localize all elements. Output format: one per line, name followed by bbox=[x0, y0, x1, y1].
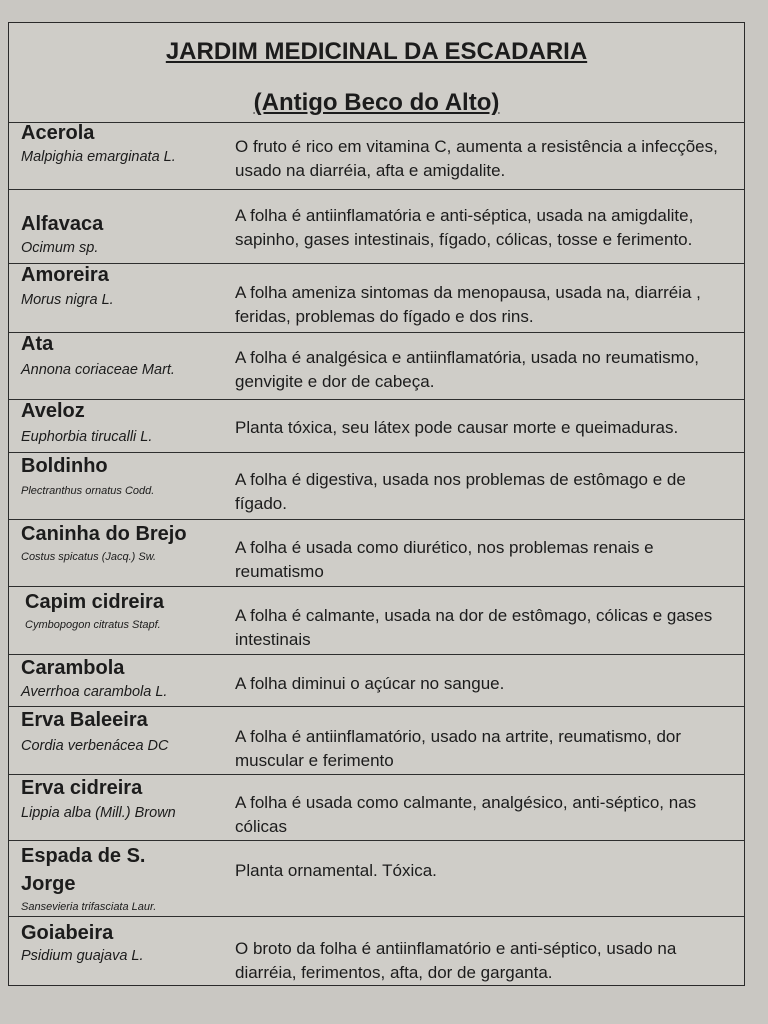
table-row bbox=[9, 332, 744, 399]
plant-name: Espada de S. Jorge bbox=[21, 845, 146, 895]
plant-scientific-name: Cymbopogon citratus Stapf. bbox=[25, 619, 161, 631]
plant-name: Ata bbox=[21, 333, 54, 355]
plant-name: Goiabeira bbox=[21, 922, 114, 944]
plant-description: A folha é analgésica e antiinflamatória, usada no reumatismo, genvigite e dor de cabeça. bbox=[235, 348, 699, 391]
plant-name: Caninha do Brejo bbox=[21, 523, 187, 545]
plant-description: Planta ornamental. Tóxica. bbox=[235, 861, 437, 880]
plant-description: A folha é antiinflamatória e anti-séptica, usada na amigdalite, sapinho, gases intestinais, fígado, cólicas, tosse e ferimento. bbox=[235, 206, 694, 249]
plant-description: O fruto é rico em vitamina C, aumenta a resistência a infecções, usado na diarréia, afta e amigdalite. bbox=[235, 137, 718, 180]
plant-description: A folha ameniza sintomas da menopausa, usada na, diarréia , feridas, problemas do fígado e dos rins. bbox=[235, 283, 701, 326]
table-row bbox=[9, 399, 744, 452]
plant-name: Capim cidreira bbox=[25, 591, 164, 613]
plant-description: A folha é usada como diurético, nos problemas renais e reumatismo bbox=[235, 538, 654, 581]
plant-scientific-name: Costus spicatus (Jacq.) Sw. bbox=[21, 551, 157, 563]
plant-description: A folha é usada como calmante, analgésico, anti-séptico, nas cólicas bbox=[235, 793, 697, 836]
plant-scientific-name: Malpighia emarginata L. bbox=[21, 149, 176, 165]
page-title: JARDIM MEDICINAL DA ESCADARIA bbox=[165, 38, 588, 65]
plant-scientific-name: Averrhoa carambola L. bbox=[21, 684, 168, 700]
table-row bbox=[9, 654, 744, 706]
plant-scientific-name: Morus nigra L. bbox=[21, 292, 114, 308]
table-row bbox=[9, 263, 744, 332]
plant-name: Erva cidreira bbox=[21, 777, 143, 799]
plant-scientific-name: Ocimum sp. bbox=[21, 240, 99, 256]
plant-name: Erva Baleeira bbox=[21, 709, 148, 731]
plant-scientific-name: Cordia verbenácea DC bbox=[21, 738, 169, 754]
table-row bbox=[9, 122, 744, 189]
page-subtitle: (Antigo Beco do Alto) bbox=[253, 89, 500, 116]
table-row bbox=[9, 706, 744, 774]
plant-description: A folha diminui o açúcar no sangue. bbox=[235, 674, 505, 693]
plant-name: Aveloz bbox=[21, 400, 85, 422]
plant-scientific-name: Sansevieria trifasciata Laur. bbox=[21, 901, 157, 913]
table-row bbox=[9, 774, 744, 840]
plant-description: O broto da folha é antiinflamatório e anti-séptico, usado na diarréia, ferimentos, afta, dor de garganta. bbox=[235, 939, 677, 982]
table-row bbox=[9, 840, 744, 916]
plant-name: Carambola bbox=[21, 657, 125, 679]
plant-description: A folha é digestiva, usada nos problemas de estômago e de fígado. bbox=[235, 470, 686, 513]
plant-scientific-name: Plectranthus ornatus Codd. bbox=[21, 485, 155, 497]
table-row bbox=[9, 916, 744, 985]
plant-name: Alfavaca bbox=[21, 213, 104, 235]
plant-table-sheet bbox=[8, 22, 745, 986]
plant-name: Acerola bbox=[21, 122, 95, 144]
table-row bbox=[9, 519, 744, 586]
plant-name: Boldinho bbox=[21, 455, 108, 477]
plant-description: A folha é calmante, usada na dor de estômago, cólicas e gases intestinais bbox=[235, 606, 713, 649]
table-row bbox=[9, 586, 744, 654]
plant-scientific-name: Euphorbia tirucalli L. bbox=[21, 429, 153, 445]
table-row bbox=[9, 452, 744, 519]
plant-scientific-name: Lippia alba (Mill.) Brown bbox=[21, 805, 176, 821]
plant-scientific-name: Annona coriaceae Mart. bbox=[21, 362, 175, 378]
table-row bbox=[9, 189, 744, 263]
plant-description: Planta tóxica, seu látex pode causar morte e queimaduras. bbox=[235, 418, 679, 437]
plant-scientific-name: Psidium guajava L. bbox=[21, 948, 144, 964]
plant-description: A folha é antiinflamatório, usado na artrite, reumatismo, dor muscular e ferimento bbox=[235, 727, 682, 770]
plant-name: Amoreira bbox=[21, 264, 109, 286]
